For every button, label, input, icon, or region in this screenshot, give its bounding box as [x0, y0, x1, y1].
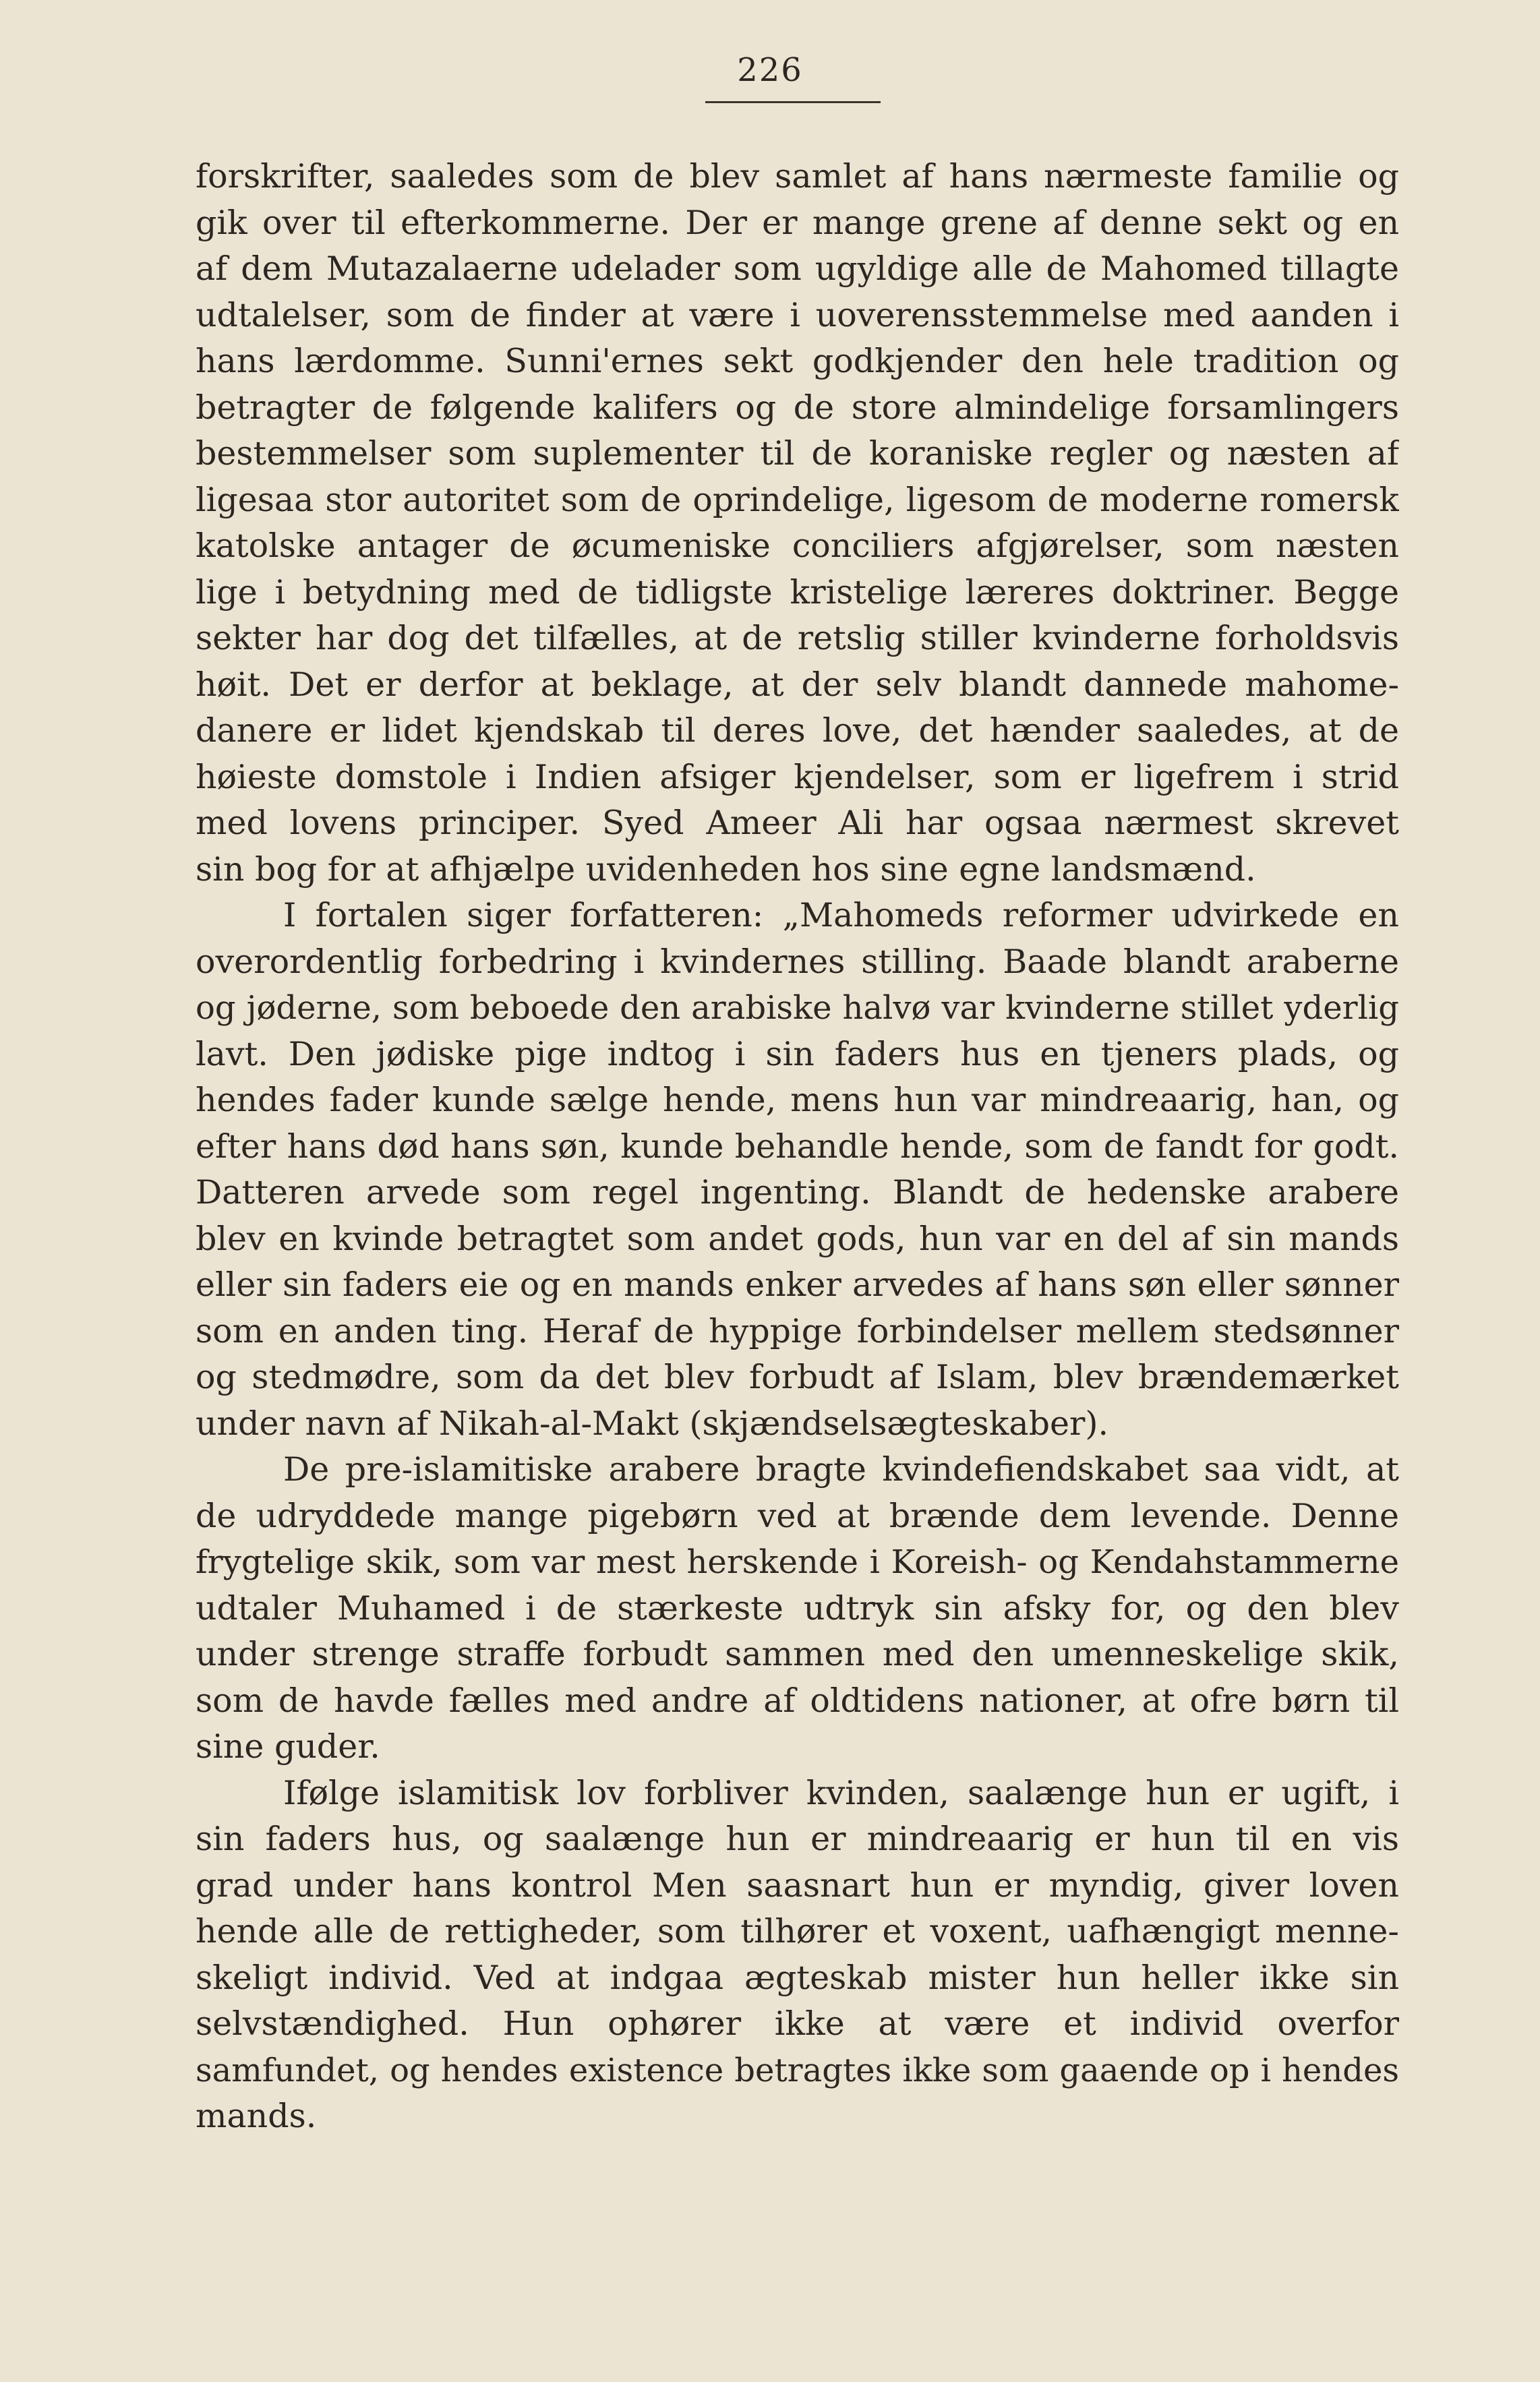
text-line: med lovens principer. Syed Ameer Ali har ogsaa nærmest skrevet [196, 804, 1399, 842]
text-line: gik over til efterkommerne. Der er mange grene af denne sekt og en [196, 203, 1399, 242]
text-line: katolske antager de øcumeniske conciliers afgjørelser, som næsten [196, 527, 1399, 565]
text-line: under navn af Nikah-al-Makt (skjændselsægteskaber). [196, 1404, 1109, 1443]
text-line: blev en kvinde betragtet som andet gods, hun var en del af sin mands [196, 1219, 1399, 1258]
text-line: grad under hans kontrol Men saasnart hun er myndig, giver loven [196, 1866, 1399, 1905]
text-line: som de havde fælles med andre af oldtidens nationer, at ofre børn til [196, 1681, 1399, 1720]
page-number-rule [705, 101, 881, 103]
text-line: sin faders hus, og saalænge hun er mindreaarig er hun til en vis [196, 1820, 1399, 1858]
text-line: Datteren arvede som regel ingenting. Blandt de hedenske arabere [196, 1173, 1399, 1212]
text-line: forskrifter, saaledes som de blev samlet af hans nærmeste familie og [196, 157, 1399, 196]
text-line: under strenge straffe forbudt sammen med den umenneskelige skik, [196, 1635, 1399, 1673]
text-line: efter hans død hans søn, kunde behandle hende, som de fandt for godt. [196, 1127, 1399, 1166]
text-line: og jøderne, som beboede den arabiske halvø var kvinderne stillet yderlig [196, 989, 1399, 1027]
text-line: hans lærdomme. Sunni'ernes sekt godkjender den hele tradition og [196, 342, 1399, 380]
text-line: I fortalen siger forfatteren: „Mahomeds reformer udvirkede en [283, 896, 1399, 934]
text-line: De pre-islamitiske arabere bragte kvindefiendskabet saa vidt, at [283, 1450, 1399, 1489]
text-line: bestemmelser som suplementer til de koraniske regler og næsten af [196, 434, 1399, 473]
text-line: ligesaa stor autoritet som de oprindelige, ligesom de moderne romersk [196, 480, 1399, 519]
text-line: overordentlig forbedring i kvindernes stilling. Baade blandt araberne [196, 942, 1399, 981]
text-line: danere er lidet kjendskab til deres love, det hænder saaledes, at de [196, 711, 1399, 750]
text-line: høit. Det er derfor at beklage, at der selv blandt dannede mahome- [196, 665, 1399, 704]
text-line: Ifølge islamitisk lov forbliver kvinden, saalænge hun er ugift, i [283, 1773, 1399, 1812]
text-line: som en anden ting. Heraf de hyppige forbindelser mellem stedsønner [196, 1311, 1399, 1350]
text-line: sin bog for at afhjælpe uvidenheden hos sine egne landsmænd. [196, 850, 1256, 889]
text-line: hendes fader kunde sælge hende, mens hun var mindreaarig, han, og [196, 1081, 1399, 1119]
text-line: de udryddede mange pigebørn ved at brænde dem levende. Denne [196, 1496, 1399, 1535]
text-line: sekter har dog det tilfælles, at de retslig stiller kvinderne forholdsvis [196, 619, 1399, 657]
text-line: selvstændighed. Hun ophører ikke at være et individ overfor [196, 2004, 1399, 2043]
text-line: af dem Mutazalaerne udelader som ugyldige alle de Mahomed tillagte [196, 249, 1399, 288]
text-line: betragter de følgende kalifers og de store almindelige forsamlingers [196, 388, 1399, 427]
body-text [196, 154, 1399, 2140]
text-line: høieste domstole i Indien afsiger kjendelser, som er ligefrem i strid [196, 757, 1399, 796]
text-line: og stedmødre, som da det blev forbudt af Islam, blev brændemærket [196, 1358, 1399, 1396]
text-line: udtaler Muhamed i de stærkeste udtryk sin afsky for, og den blev [196, 1588, 1399, 1628]
text-line: lige i betydning med de tidligste kristelige læreres doktriner. Begge [196, 572, 1399, 612]
text-line: udtalelser, som de finder at være i uoverensstemmelse med aanden i [196, 295, 1399, 334]
text-line: lavt. Den jødiske pige indtog i sin faders hus en tjeners plads, og [196, 1034, 1399, 1073]
text-line: frygtelige skik, som var mest herskende i Koreish- og Kendahstammerne [196, 1543, 1399, 1581]
text-line: hende alle de rettigheder, som tilhører et voxent, uafhængigt menne- [196, 1912, 1399, 1951]
text-line: samfundet, og hendes existence betragtes ikke som gaaende op i hendes [196, 2051, 1399, 2089]
text-line: eller sin faders eie og en mands enker arvedes af hans søn eller sønner [196, 1266, 1399, 1304]
text-line: mands. [196, 2097, 317, 2135]
page-number: 226 [737, 51, 803, 89]
text-line: sine guder. [196, 1727, 380, 1766]
text-line: skeligt individ. Ved at indgaa ægteskab mister hun heller ikke sin [196, 1958, 1399, 1997]
